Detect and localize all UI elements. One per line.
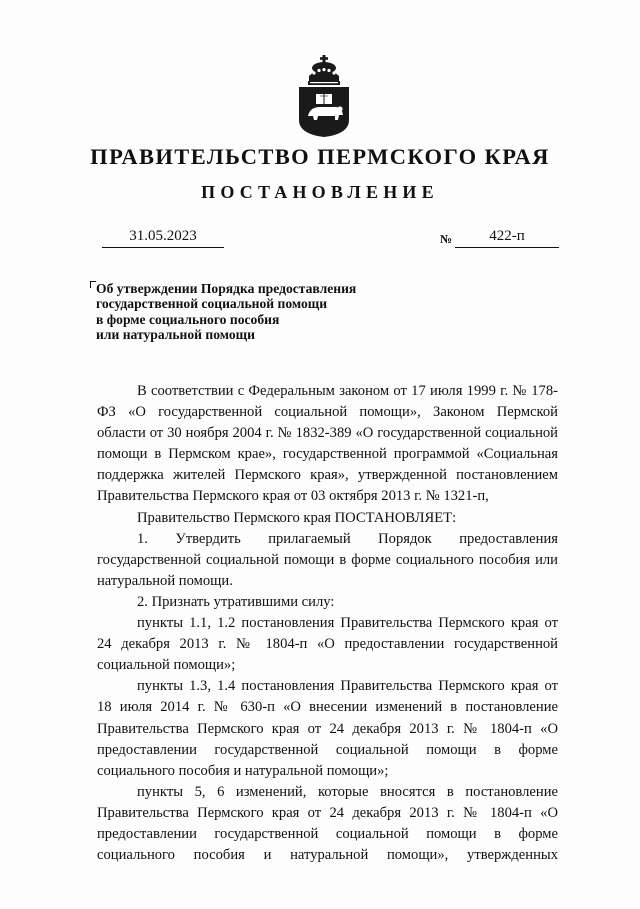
subject-line: или натуральной помощи: [96, 326, 255, 342]
number-sign: №: [440, 232, 453, 246]
document-body: [97, 381, 558, 866]
government-title: ПРАВИТЕЛЬСТВО ПЕРМСКОГО КРАЯ: [90, 144, 550, 169]
document-date: 31.05.2023: [102, 225, 224, 248]
body-paragraph-point-b: пункты 1.3, 1.4 постановления Правительства Пермского края от 18 июля 2014 г. № 630-п «О внесении изменений в постановление Правительства Пермского края от 24 декабря 2013 г. № 1804-п «О предоставлении государственной социальной помощи в форме социального пособия и натуральной помощи»;: [97, 678, 558, 779]
perm-krai-coat-of-arms-icon: [296, 54, 352, 138]
body-paragraph-preamble: В соответствии с Федеральным законом от 17 июля 1999 г. № 178-ФЗ «О государственной социальной помощи», Законом Пермской области от 30 ноября 2004 г. № 1832-389 «О государственной социальной помощи в Пермском крае», государственной программой «Социальная поддержка жителей Пермского края», утвержденной постановлением Правительства Пермского края от 03 октября 2013 г. № 1321-п,: [97, 383, 558, 505]
body-paragraph-item-2: 2. Признать утратившими силу:: [137, 593, 335, 610]
subject-line: Об утверждении Порядка предоставления: [96, 281, 357, 296]
document-subject: [96, 281, 436, 342]
body-paragraph-point-a: пункты 1.1, 1.2 постановления Правительства Пермского края от 24 декабря 2013 г. № 1804-п «О предоставлении государственной социальной помощи»;: [97, 615, 558, 674]
subject-line: государственной социальной помощи: [96, 296, 328, 312]
document-type: ПОСТАНОВЛЕНИЕ: [201, 182, 439, 202]
document-number: 422-п: [455, 225, 559, 248]
body-paragraph-point-c: пункты 5, 6 изменений, которые вносятся в постановление Правительства Пермского края от 24 декабря 2013 г. № 1804-п «О предоставлении государственной социальной помощи в форме социального пособия и натуральной помощи», утвержденных: [97, 783, 558, 864]
body-paragraph-item-1: 1. Утвердить прилагаемый Порядок предоставления государственной социальной помощи в форме социального пособия или натуральной помощи.: [97, 530, 558, 589]
body-paragraph-resolves: Правительство Пермского края ПОСТАНОВЛЯЕТ:: [137, 509, 457, 526]
subject-line: в форме социального пособия: [96, 311, 280, 327]
